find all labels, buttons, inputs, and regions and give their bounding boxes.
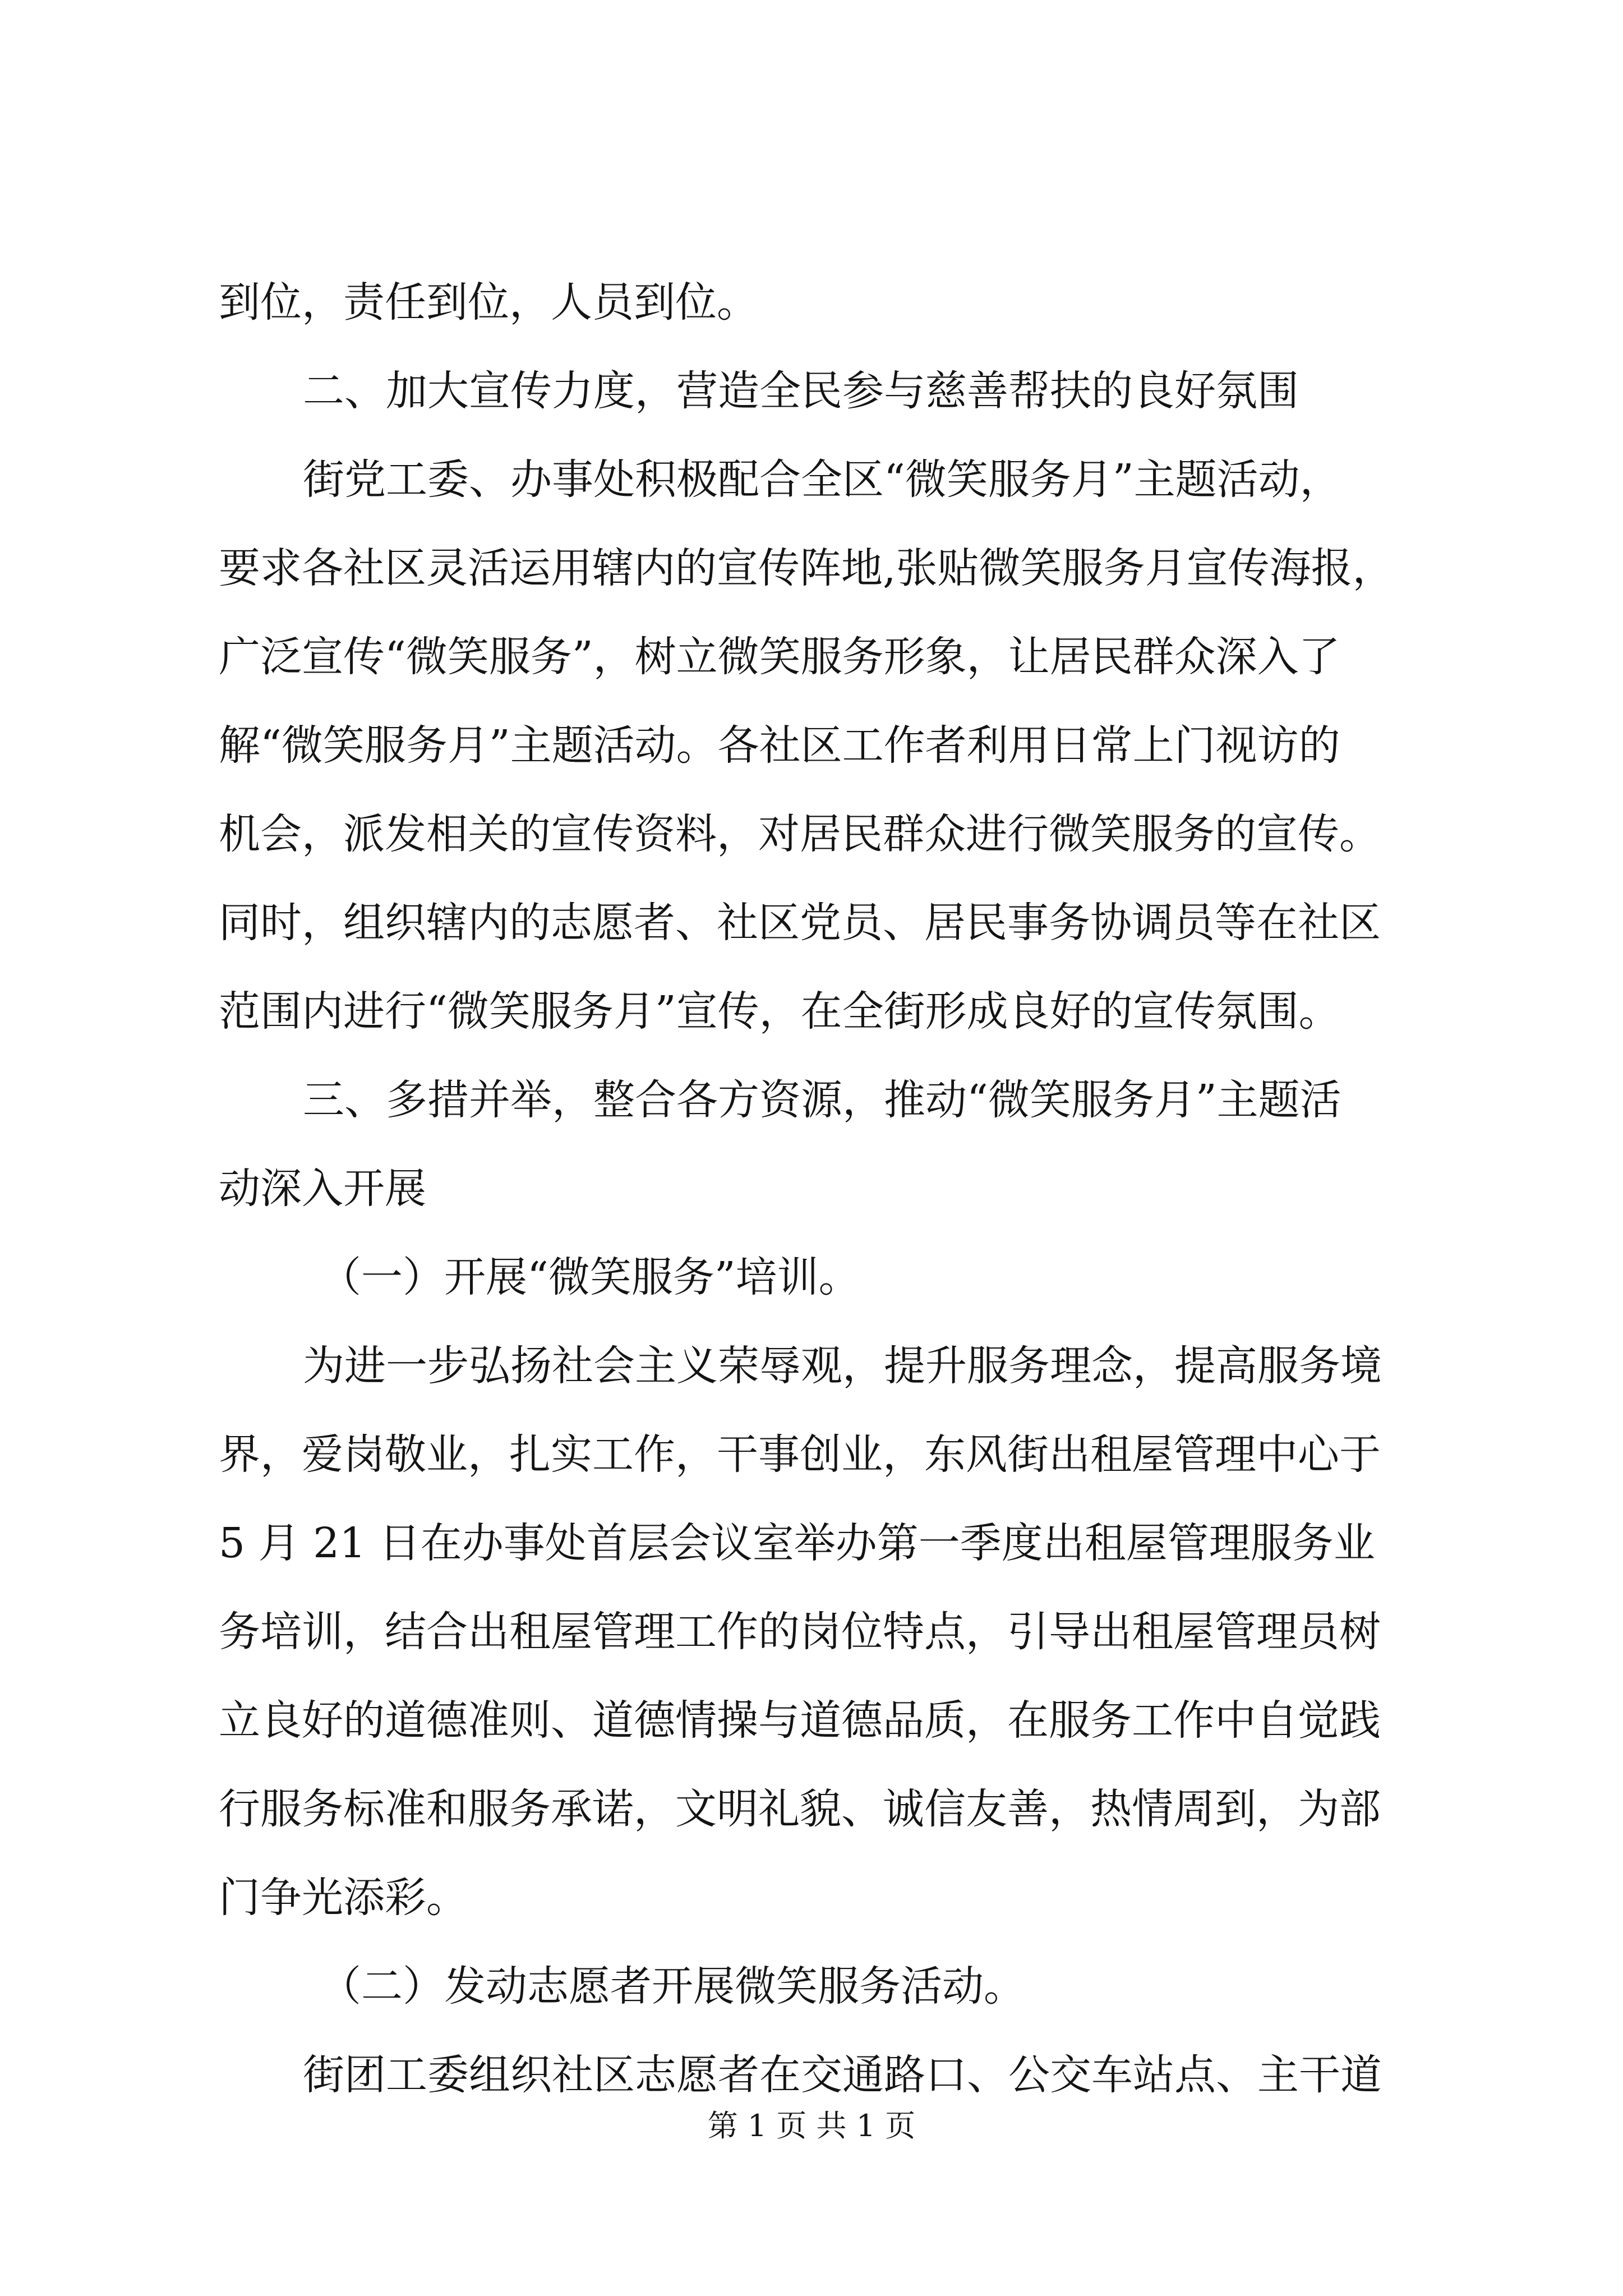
section-heading: 二、加大宣传力度，营造全民参与慈善帮扶的良好氛围 [303,367,1299,415]
paragraph-line: 到位，责任到位，人员到位。 [219,278,758,326]
paragraph-line: 要求各社区灵活运用辖内的宣传阵地,张贴微笑服务月宣传海报， [219,544,1394,592]
page-number-label: 第 1 页 共 1 页 [707,2108,916,2143]
paragraph-line: 街团工委组织社区志愿者在交通路口、公交车站点、主干道 [303,2051,1382,2099]
subsection-heading: （二）发动志愿者开展微笑服务活动。 [320,1962,1025,2010]
subsection-heading: （一）开展“微笑服务”培训。 [320,1253,860,1301]
paragraph-line: 门争光添彩。 [219,1874,468,1922]
paragraph-line: 广泛宣传“微笑服务”，树立微笑服务形象，让居民群众深入了 [219,633,1340,681]
section-heading: 三、多措并举，整合各方资源，推动“微笑服务月”主题活 [303,1076,1341,1124]
paragraph-line: 街党工委、办事处积极配合全区“微笑服务月”主题活动， [303,455,1341,504]
paragraph-line: 界，爱岗敬业，扎实工作，干事创业，东风街出租屋管理中心于 [219,1430,1381,1479]
paragraph-line: 务培训，结合出租屋管理工作的岗位特点，引导出租屋管理员树 [219,1608,1381,1656]
paragraph-line: 范围内进行“微笑服务月”宣传，在全街形成良好的宣传氛围。 [219,987,1340,1036]
paragraph-line: 为进一步弘扬社会主义荣辱观，提升服务理念，提高服务境 [303,1342,1382,1390]
page-footer [0,2106,1623,2146]
paragraph-line: 5 月 21 日在办事处首层会议室举办第一季度出租屋管理服务业 [219,1519,1375,1567]
paragraph-line: 机会，派发相关的宣传资料，对居民群众进行微笑服务的宣传。 [219,810,1381,858]
paragraph-line: 行服务标准和服务承诺，文明礼貌、诚信友善，热情周到，为部 [219,1785,1381,1833]
paragraph-line: 同时，组织辖内的志愿者、社区党员、居民事务协调员等在社区 [219,899,1381,947]
paragraph-line: 立良好的道德准则、道德情操与道德品质，在服务工作中自觉践 [219,1696,1381,1745]
section-heading-continuation: 动深入开展 [219,1165,426,1213]
document-body [219,258,1424,2119]
paragraph-line: 解“微笑服务月”主题活动。各社区工作者利用日常上门视访的 [219,721,1340,770]
